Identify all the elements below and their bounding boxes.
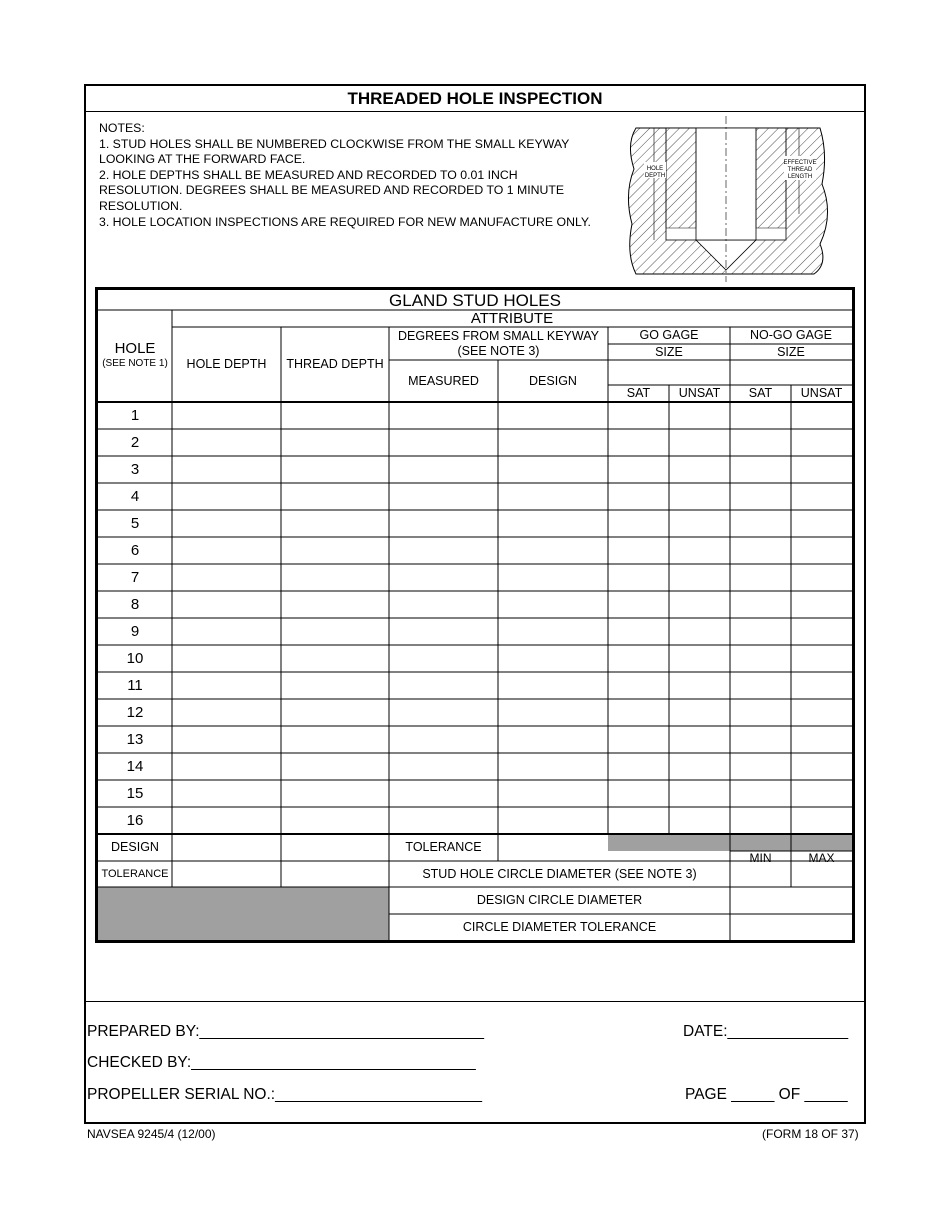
hole-row-number: 7 [130,569,140,586]
note-line: 3. HOLE LOCATION INSPECTIONS ARE REQUIRED FOR NEW MANUFACTURE ONLY. [99,214,591,229]
hole-row-number: 12 [126,704,144,721]
thread-depth-header: THREAD DEPTH [286,357,384,371]
prepared-by-field[interactable]: PREPARED BY:_________________________________ [87,1023,485,1040]
notes-block [99,121,619,230]
gland-stud-holes-table [95,287,855,943]
threaded-hole-diagram [624,114,836,284]
tolerance-label: TOLERANCE [405,840,482,854]
go-unsat-header: UNSAT [678,386,721,400]
hole-depth-label-line1: HOLE [646,166,664,172]
form-number: NAVSEA 9245/4 (12/00) [87,1127,216,1141]
nogo-unsat-header: UNSAT [800,386,843,400]
hole-row-number: 16 [126,812,144,829]
hole-row-number: 15 [126,785,144,802]
notes-heading: NOTES: [99,121,145,135]
hole-row-number: 13 [126,731,144,748]
page-field[interactable]: PAGE _____ OF _____ [685,1086,848,1103]
stud-circle-label: STUD HOLE CIRCLE DIAMETER (SEE NOTE 3) [422,866,697,881]
nogo-sat-header: SAT [748,386,773,400]
thread-length-label-line1: EFFECTIVE [783,160,817,166]
degrees-header-line2: (SEE NOTE 3) [457,343,540,358]
hole-row-number: 1 [130,407,140,424]
checked-by-field[interactable]: CHECKED BY:_________________________________ [87,1054,476,1071]
note-line: RESOLUTION. [99,198,183,213]
go-gage-header: GO GAGE [639,328,699,342]
hole-row-number: 14 [126,758,144,775]
min-header: MIN [749,850,772,865]
hole-row-number: 3 [130,461,140,478]
degrees-header [389,327,608,360]
hole-row-number: 2 [130,434,140,451]
design-row-label: DESIGN [111,840,159,854]
serial-number-field[interactable]: PROPELLER SERIAL NO.:________________________ [87,1086,482,1103]
table-title: GLAND STUD HOLES [389,290,561,310]
note-line: LOOKING AT THE FORWARD FACE. [99,152,306,167]
note-line: 2. HOLE DEPTHS SHALL BE MEASURED AND RECORDED TO 0.01 INCH [99,167,518,182]
go-gage-size: SIZE [655,344,683,359]
max-header: MAX [808,850,835,865]
hole-row-number: 5 [130,515,140,532]
hole-header [98,310,172,402]
circle-tolerance-label: CIRCLE DIAMETER TOLERANCE [462,919,657,934]
form-title: THREADED HOLE INSPECTION [86,86,864,112]
hole-depth-header: HOLE DEPTH [186,357,267,371]
hole-header-note: (SEE NOTE 1) [102,358,168,369]
degrees-header-line1: DEGREES FROM SMALL KEYWAY [398,328,599,343]
hole-depth-label-line2: DEPTH [644,173,666,179]
hole-row-number: 8 [130,596,140,613]
nogo-gage-header: NO-GO GAGE [750,328,832,342]
note-line: 1. STUD HOLES SHALL BE NUMBERED CLOCKWISE FROM THE SMALL KEYWAY [99,136,570,151]
attribute-header: ATTRIBUTE [470,310,554,327]
hole-row-number: 4 [130,488,140,505]
measured-header: MEASURED [408,373,479,388]
thread-length-label-line3: LENGTH [787,174,813,180]
go-sat-header: SAT [626,386,651,400]
thread-length-label-line2: THREAD [787,167,813,173]
form-count: (FORM 18 OF 37) [762,1127,859,1141]
note-line: RESOLUTION. DEGREES SHALL BE MEASURED AND RECORDED TO 1 MINUTE [99,183,565,198]
hole-header-label: HOLE [114,340,156,357]
hole-row-number: 6 [130,542,140,559]
design-circle-label: DESIGN CIRCLE DIAMETER [476,893,643,907]
date-field[interactable]: DATE:______________ [683,1023,849,1040]
nogo-gage-size: SIZE [777,344,805,359]
design-header: DESIGN [529,373,577,388]
hole-row-number: 10 [126,650,144,667]
tolerance-row-label: TOLERANCE [101,867,169,880]
hole-row-number: 9 [130,623,140,640]
signature-divider [86,1001,864,1002]
hole-row-number: 11 [127,677,143,694]
